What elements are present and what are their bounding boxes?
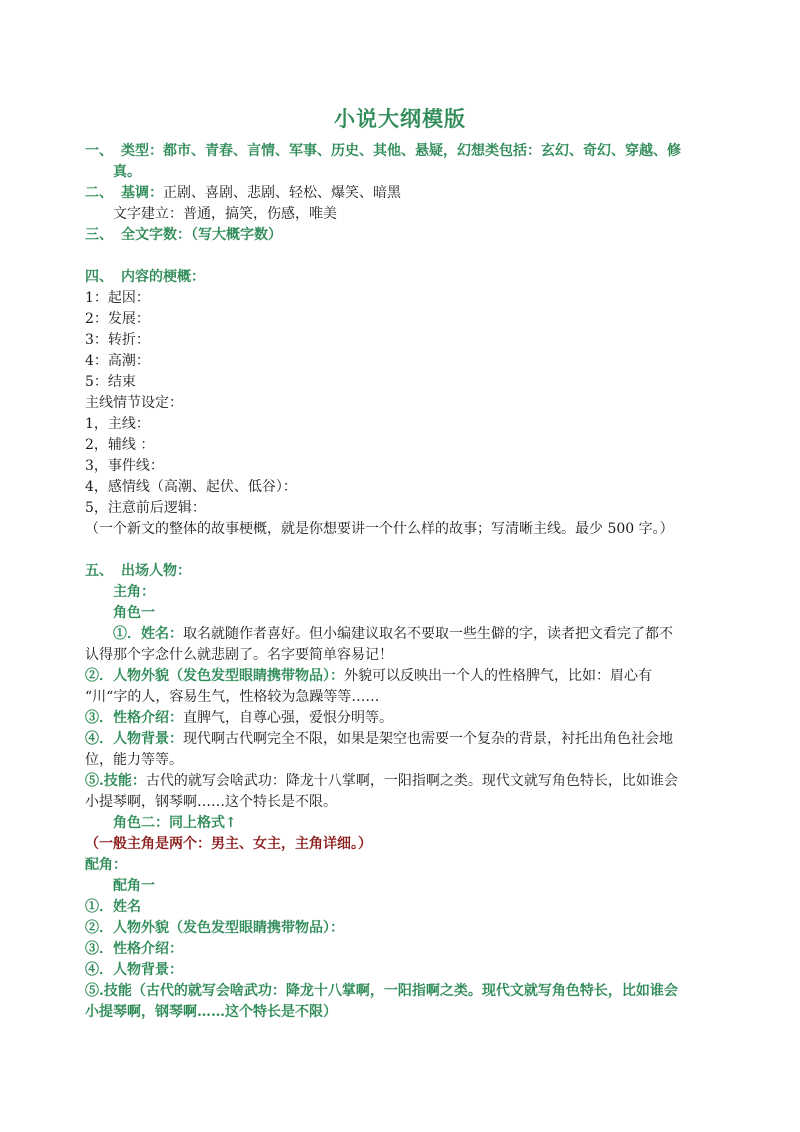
- plot-item: 3，事件线：: [85, 458, 164, 474]
- outline-item: 2：发展：: [85, 311, 150, 327]
- personality-line: [85, 708, 393, 728]
- outline-item: 1：起因：: [85, 290, 150, 306]
- section-1-continuation: 真。: [113, 164, 141, 180]
- plot-item: 1，主线：: [85, 416, 150, 432]
- look-continuation: “川“字的人，容易生气，性格较为急躁等等……: [85, 689, 380, 705]
- section-2-heading: 基调：: [121, 185, 163, 201]
- outline-item: 4：高潮：: [85, 353, 150, 369]
- plot-item: 5，注意前后逻辑：: [85, 500, 206, 516]
- skill-line: [85, 771, 678, 791]
- section-4-heading: 内容的梗概：: [121, 269, 205, 285]
- section-5-heading: 出场人物：: [121, 563, 191, 579]
- name-text: 取名就随作者喜好。但小编建议取名不要取一些生僻的字，读者把文看完了都不: [183, 626, 673, 642]
- name-continuation: 认得那个字念什么就悲剧了。名字要简单容易记！: [85, 647, 393, 663]
- support-role-char1: 配角一: [113, 878, 155, 894]
- main-role-note: （一般主角是两个：男主、女主，主角详细。）: [85, 836, 372, 852]
- look-label: ②．人物外貌（发色发型眼睛携带物品）：: [85, 668, 344, 684]
- main-role-char2: 角色二：同上格式↑: [113, 815, 237, 831]
- name-line: [113, 624, 673, 644]
- support-item: ④．人物背景：: [85, 962, 183, 978]
- section-1-number: 一、: [85, 143, 113, 159]
- skill-label: ⑤.技能：: [85, 773, 146, 789]
- section-5-number: 五、: [85, 563, 113, 579]
- background-text: 现代啊古代啊完全不限，如果是架空也需要一个复杂的背景，衬托出角色社会地: [183, 731, 673, 747]
- section-4-number: 四、: [85, 269, 113, 285]
- section-3-heading: 全文字数：（写大概字数）: [121, 227, 282, 243]
- main-role-label: 主角：: [113, 584, 155, 600]
- look-line: [85, 666, 652, 686]
- outline-item: 5：结束: [85, 374, 136, 390]
- support-skill-continuation: 小提琴啊，钢琴啊……这个特长是不限）: [85, 1004, 337, 1020]
- outline-item: 3：转折：: [85, 332, 150, 348]
- support-item: ①．姓名: [85, 899, 141, 915]
- section-2-subline: 文字建立：普通，搞笑，伤感，唯美: [113, 206, 337, 222]
- section-2-body: 正剧、喜剧、悲剧、轻松、爆笑、暗黑: [163, 185, 401, 201]
- plot-item: 2，辅线 ：: [85, 437, 155, 453]
- support-role-label: 配角：: [85, 857, 127, 873]
- section-3-number: 三、: [85, 227, 113, 243]
- background-line: [85, 729, 673, 749]
- personality-label: ③．性格介绍：: [85, 710, 183, 726]
- personality-text: 直脾气，自尊心强，爱恨分明等。: [183, 710, 393, 726]
- support-skill: ⑤.技能（古代的就写会啥武功：降龙十八掌啊，一阳指啊之类。现代文就写角色特长，比如谁会: [85, 983, 678, 999]
- look-text: 外貌可以反映出一个人的性格脾气，比如：眉心有: [344, 668, 652, 684]
- synopsis-note: （一个新文的整体的故事梗概，就是你想要讲一个什么样的故事；写清晰主线。最少 500 字。）: [85, 521, 674, 537]
- document-title: 小说大纲模版: [334, 106, 466, 131]
- main-role-char1: 角色一: [113, 605, 155, 621]
- support-item: ③．性格介绍：: [85, 941, 183, 957]
- support-item: ②．人物外貌（发色发型眼睛携带物品）：: [85, 920, 344, 936]
- background-label: ④．人物背景：: [85, 731, 183, 747]
- plot-item: 4，感情线（高潮、起伏、低谷）：: [85, 479, 297, 495]
- skill-text: 古代的就写会啥武功：降龙十八掌啊，一阳指啊之类。现代文就写角色特长，比如谁会: [145, 773, 678, 789]
- name-label: ①．姓名：: [113, 626, 183, 642]
- plot-title: 主线情节设定：: [85, 395, 183, 411]
- section-2-line: [121, 183, 401, 203]
- section-1-heading: 类型：都市、青春、言情、军事、历史、其他、悬疑，幻想类包括：玄幻、奇幻、穿越、修: [121, 143, 681, 159]
- section-2-number: 二、: [85, 185, 113, 201]
- background-continuation: 位，能力等等。: [85, 752, 183, 768]
- skill-continuation: 小提琴啊，钢琴啊……这个特长是不限。: [85, 794, 337, 810]
